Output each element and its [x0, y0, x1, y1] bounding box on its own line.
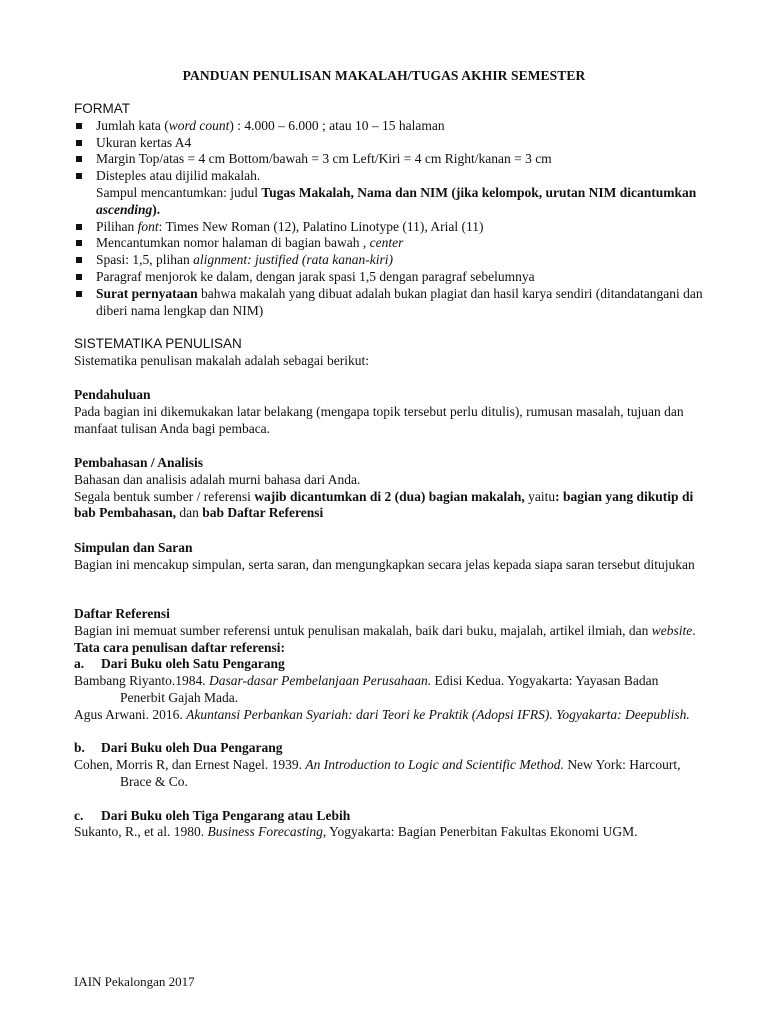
pembahasan-section	[74, 455, 704, 522]
sistematika-section	[74, 336, 704, 370]
simpulan-text: Bagian ini mencakup simpulan, serta saran, dan mengungkapkan secara jelas kepada siapa saran tersebut ditujukan	[74, 556, 695, 572]
tata-cara-heading: Tata cara penulisan daftar referensi:	[74, 639, 285, 655]
list-item: Spasi: 1,5, plihan alignment: justified (rata kanan-kiri)	[74, 252, 704, 269]
list-item: Pilihan font: Times New Roman (12), Palatino Linotype (11), Arial (11)	[74, 219, 704, 236]
pembahasan-line1: Bahasan dan analisis adalah murni bahasa dari Anda.	[74, 471, 361, 487]
list-item: Paragraf menjorok ke dalam, dengan jarak spasi 1,5 dengan paragraf sebelumnya	[74, 269, 704, 286]
sistematika-heading: SISTEMATIKA PENULISAN	[74, 336, 242, 351]
pendahuluan-heading: Pendahuluan	[74, 387, 151, 402]
simpulan-heading: Simpulan dan Saran	[74, 540, 193, 555]
reference-entry: Bambang Riyanto.1984. Dasar-dasar Pembelanjaan Perusahaan. Edisi Kedua. Yogyakarta: Yayasan Badan Penerbit Gajah Mada.	[74, 673, 659, 705]
daftar-section	[74, 606, 704, 841]
list-item: Margin Top/atas = 4 cm Bottom/bawah = 3 cm Left/Kiri = 4 cm Right/kanan = 3 cm	[74, 151, 704, 168]
format-section	[74, 101, 704, 319]
page-footer: IAIN Pekalongan 2017	[74, 974, 195, 989]
sistematika-intro: Sistematika penulisan makalah adalah sebagai berikut:	[74, 352, 370, 368]
format-heading: FORMAT	[74, 101, 130, 116]
pendahuluan-section	[74, 387, 704, 437]
pembahasan-heading: Pembahasan / Analisis	[74, 455, 204, 470]
reference-entry: Agus Arwani. 2016. Akuntansi Perbankan Syariah: dari Teori ke Praktik (Adopsi IFRS). Yogyakarta: Deepublish.	[74, 706, 690, 722]
daftar-heading: Daftar Referensi	[74, 606, 170, 621]
page-title: PANDUAN PENULISAN MAKALAH/TUGAS AKHIR SEMESTER	[182, 68, 586, 83]
sub-heading-c: c. Dari Buku oleh Tiga Pengarang atau Lebih	[74, 807, 351, 823]
pembahasan-line2: Segala bentuk sumber / referensi wajib dicantumkan di 2 (dua) bagian makalah, yaitu: bagian yang dikutip di bab Pembahasan, dan bab Daftar Referensi	[74, 488, 694, 521]
pendahuluan-text: Pada bagian ini dikemukakan latar belakang (mengapa topik tersebut perlu ditulis), rumusan masalah, tujuan dan manfaat tulisan Anda bagi pembaca.	[74, 403, 684, 436]
list-item: Jumlah kata (word count) : 4.000 – 6.000 ; atau 10 – 15 halaman	[74, 118, 704, 135]
list-item: Disteples atau dijilid makalah. Sampul mencantumkan: judul Tugas Makalah, Nama dan NIM (jika kelompok, urutan NIM dicantumkan ascending).	[74, 168, 704, 218]
daftar-text: Bagian ini memuat sumber referensi untuk penulisan makalah, baik dari buku, majalah, artikel ilmiah, dan website.	[74, 622, 696, 638]
reference-entry: Cohen, Morris R, dan Ernest Nagel. 1939. An Introduction to Logic and Scientific Method. New York: Harcourt, Brace & Co.	[74, 757, 681, 789]
simpulan-section	[74, 540, 704, 574]
sub-heading-b: b. Dari Buku oleh Dua Pengarang	[74, 740, 283, 756]
sub-heading-a: a. Dari Buku oleh Satu Pengarang	[74, 656, 285, 672]
reference-entry: Sukanto, R., et al. 1980. Business Forecasting, Yogyakarta: Bagian Penerbitan Fakultas Ekonomi UGM.	[74, 824, 638, 840]
list-item: Mencantumkan nomor halaman di bagian bawah , center	[74, 235, 704, 252]
list-item: Surat pernyataan bahwa makalah yang dibuat adalah bukan plagiat dan hasil karya sendiri (ditandatangani dan diberi nama lengkap dan NIM)	[74, 286, 704, 320]
list-item: Ukuran kertas A4	[74, 135, 704, 152]
format-list	[74, 118, 704, 320]
